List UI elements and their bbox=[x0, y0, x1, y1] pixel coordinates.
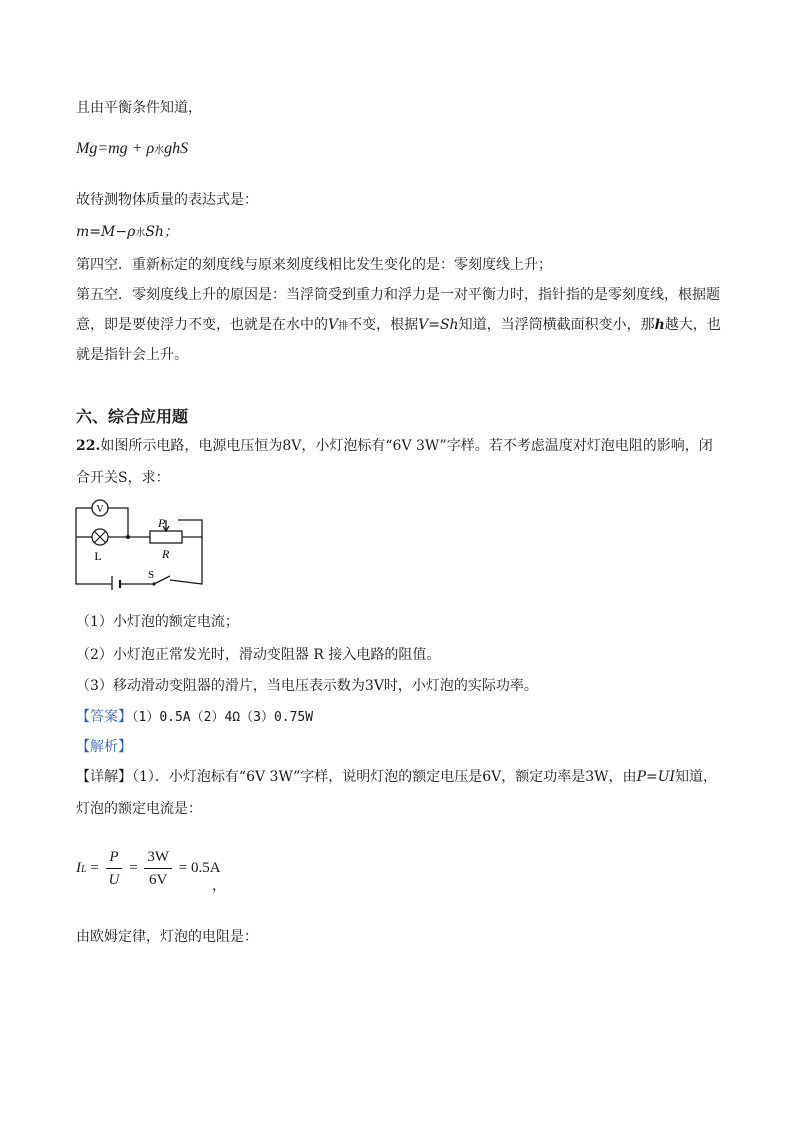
question-line2: 合开关S，求： bbox=[76, 470, 170, 486]
detail-line1 bbox=[76, 767, 717, 787]
formula-result: = 0.5A bbox=[178, 859, 221, 876]
voltmeter-label: V bbox=[96, 504, 104, 515]
blank-five-text-a: 意，即是要使浮力不变，也就是在水中的 bbox=[76, 317, 328, 333]
answer-text: （1）0.5A（2）4Ω（3）0.75W bbox=[132, 710, 314, 725]
detail-text: （1）．小灯泡标有“6V 3W”字样，说明灯泡的额定电压是6V，额定功率是3W，由 bbox=[132, 769, 637, 785]
blank-five-line1: 第五空．零刻度线上升的原因是：当浮筒受到重力和浮力是一对平衡力时，指针指的是零刻度线，根据题 bbox=[76, 287, 720, 303]
ohm-line: 由欧姆定律，灯泡的电阻是： bbox=[76, 929, 258, 945]
rheostat-label: R bbox=[162, 547, 170, 561]
sub-question-3: （3）移动滑动变阻器的滑片，当电压表示数为3V时，小灯泡的实际功率。 bbox=[76, 678, 538, 694]
blank-five-formula: V=Sh bbox=[418, 317, 459, 333]
switch-icon bbox=[152, 576, 170, 586]
battery-icon bbox=[112, 576, 120, 590]
expr-intro: 故待测物体质量的表达式是： bbox=[76, 192, 258, 208]
detail-line2: 灯泡的额定电流是： bbox=[76, 801, 202, 817]
fraction2-numerator: 3W bbox=[144, 846, 172, 869]
lamp-icon bbox=[92, 529, 108, 545]
balance-formula-sub: 水 bbox=[154, 145, 165, 156]
balance-formula bbox=[76, 140, 188, 158]
blank-five-text-d: 知道，当浮筒横截面积变小，那 bbox=[458, 317, 655, 333]
section-title: 六、综合应用题 bbox=[76, 407, 189, 426]
mass-expr-lhs: m=M−ρ bbox=[76, 224, 136, 240]
slider-label: P bbox=[158, 516, 166, 530]
sub-question-1: （1）小灯泡的额定电流； bbox=[76, 614, 239, 630]
mass-expr-sub: 水 bbox=[135, 228, 146, 239]
fraction-p-over-u bbox=[106, 846, 123, 891]
current-formula: IL = $\frac{P}{U}$ = $\frac{3W}{6V}$ = 0.5A bbox=[76, 846, 221, 891]
fraction2-denominator: 6V bbox=[149, 872, 168, 888]
question-line1 bbox=[76, 436, 713, 456]
blank-five-text-b: 不变，根据 bbox=[348, 317, 419, 333]
detail-end: 知道， bbox=[675, 769, 718, 785]
mass-expression bbox=[76, 222, 178, 244]
blank-five-v: V bbox=[328, 317, 339, 333]
detail-formula: P=UI bbox=[636, 769, 676, 785]
blank-five-h: h bbox=[654, 317, 665, 333]
detail-tag: 【详解】 bbox=[76, 769, 132, 785]
formula-tail: ， bbox=[212, 878, 226, 894]
question-text: 如图所示电路，电源电压恒为8V，小灯泡标有“6V 3W”字样。若不考虑温度对灯泡电阻的影响，闭 bbox=[100, 438, 713, 454]
sub-question-2: （2）小灯泡正常发光时，滑动变阻器 R 接入电路的阻值。 bbox=[76, 647, 441, 663]
switch-label: S bbox=[148, 569, 155, 581]
circuit-diagram bbox=[70, 496, 210, 590]
balance-formula-rhs: ghS bbox=[164, 140, 189, 157]
fraction1-denominator: U bbox=[108, 872, 120, 888]
balance-formula-lhs: Mg=mg + ρ bbox=[76, 140, 155, 157]
blank-five-text-e: 越大，也 bbox=[664, 317, 721, 333]
blank-four: 第四空．重新标定的刻度线与原来刻度线相比发生变化的是：零刻度线上升； bbox=[76, 257, 552, 273]
junction-dot bbox=[126, 535, 130, 539]
formula-lhs-sub: L bbox=[81, 863, 87, 875]
blank-five-line2 bbox=[76, 315, 721, 337]
fraction1-numerator: P bbox=[106, 846, 123, 869]
analysis-tag: 【解析】 bbox=[76, 739, 132, 755]
answer-tag: 【答案】 bbox=[76, 709, 132, 725]
answer-line bbox=[76, 707, 313, 728]
blank-five-sub: 排 bbox=[338, 321, 349, 332]
blank-five-line3: 就是指针会上升。 bbox=[76, 347, 188, 363]
intro-line: 且由平衡条件知道， bbox=[76, 100, 202, 116]
lamp-label: L bbox=[94, 549, 102, 563]
mass-expr-rhs: Sh； bbox=[145, 224, 178, 240]
fraction-values bbox=[144, 846, 172, 891]
question-number: 22. bbox=[76, 438, 101, 454]
formula-lhs: I bbox=[76, 859, 81, 876]
